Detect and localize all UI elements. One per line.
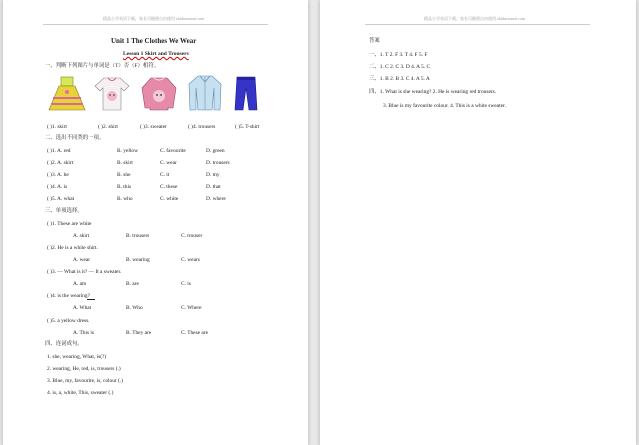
q2-4-b: B. this: [117, 184, 132, 190]
answer-section-4-line-1: 四、1. What is she wearing? 2. He is wearing red trousers.: [369, 89, 497, 95]
lesson-subtitle: Lesson 1 Skirt and Trousers: [123, 51, 189, 57]
answer-blank: [87, 299, 95, 300]
q2-3-c: C. it: [160, 172, 170, 178]
q3-2-opt-a: A. wear: [73, 257, 91, 263]
header-rule: [43, 24, 268, 25]
blue-shirt-picture-icon: [187, 74, 223, 112]
q2-4-c: C. these: [160, 184, 178, 190]
pic-label-2: ( )2. shirt: [98, 124, 118, 130]
q2-1-b: B. yellow: [117, 148, 138, 154]
q2-3-a: ( )3. A. he: [47, 172, 69, 178]
q3-3-opt-b: B. are: [126, 281, 139, 287]
q3-5-question: ( )5. a yellow dress.: [47, 318, 90, 324]
q4-2: 2. wearing, He, red, is, trousers (.): [47, 366, 121, 372]
q3-4-opt-b: B. Who: [126, 305, 143, 311]
skirt-picture-icon: [47, 76, 87, 112]
q3-3-opt-c: C. is: [181, 281, 191, 287]
q3-5-opt-b: B. They are: [126, 330, 152, 336]
q2-1-a: ( )1. A. red: [47, 148, 71, 154]
pic-label-4: ( )4. trousers: [188, 124, 216, 130]
pic-label-3: ( )3. sweater: [140, 124, 167, 130]
header-note: 精品小学英语下载，家长可随便自由使用 zhidaowanzi.com: [424, 16, 526, 21]
worksheet-page: [3, 0, 308, 445]
q2-1-d: D. green: [206, 148, 225, 154]
page-title: Unit 1 The Clothes We Wear: [111, 37, 197, 45]
trousers-picture-icon: [233, 76, 259, 112]
answer-section-4-line-2: 3. Blue is my favourite colour. 4. This is a white sweater.: [383, 103, 506, 109]
q2-4-a: ( )4. A. is: [47, 184, 68, 190]
q3-1-question: ( )1. These are white: [47, 221, 92, 227]
pic-label-5: ( )5. T-shirt: [235, 124, 260, 130]
pic-label-1: ( )1. skirt: [47, 124, 67, 130]
q3-1-opt-a: A. skirt: [73, 233, 90, 239]
q3-3-question: ( )3. — What is it? — It a sweater.: [47, 269, 122, 275]
q2-2-a: ( )2. A. skirt: [47, 160, 74, 166]
q2-5-b: B. who: [117, 196, 133, 202]
q2-2-d: D. trousers: [206, 160, 230, 166]
header-rule: [365, 24, 590, 25]
q2-2-c: C. wear: [160, 160, 177, 166]
answer-section-3: 三、1. B 2. B 3. C 4. A 5. A: [369, 76, 430, 82]
section-1-heading: 一、判断下列图片与单词是（T）否（F）相符。: [45, 63, 160, 69]
q4-3: 3. Blue, my, favourite, is, colour (.): [47, 378, 123, 384]
q3-5-opt-a: A. This is: [73, 330, 95, 336]
q2-5-c: C. white: [160, 196, 179, 202]
answer-section-1: 一、1. T 2. F 3. T 4. F 5. F: [369, 52, 428, 58]
q3-2-opt-b: B. wearing: [126, 257, 150, 263]
q2-1-c: C. favourite: [160, 148, 186, 154]
header-note: 精品小学英语下载，家长可随便自由使用 zhidaowanzi.com: [103, 16, 205, 21]
section-4-heading: 四、连词成句。: [45, 341, 83, 347]
q3-5-opt-c: C. These are: [181, 330, 208, 336]
q3-2-opt-c: C. wears: [181, 257, 200, 263]
q2-2-b: B. skirt: [117, 160, 133, 166]
shirt-picture-icon: [94, 76, 130, 112]
q3-1-opt-b: B. trousers: [126, 233, 150, 239]
q3-4-question: ( )4. is the wearing?: [47, 293, 90, 299]
q2-5-d: D. where: [206, 196, 226, 202]
q2-3-d: D. my: [206, 172, 220, 178]
section-3-heading: 三、单项选择。: [45, 208, 83, 214]
section-2-heading: 二、选出不同类的一项。: [45, 135, 105, 141]
answer-page: [320, 0, 636, 445]
q2-4-d: D. that: [206, 184, 221, 190]
q3-2-question: ( )2. He is a white shirt.: [47, 245, 98, 251]
q3-3-opt-a: A. am: [73, 281, 87, 287]
q4-1: 1. she, wearing, What, is(?): [47, 354, 107, 360]
answer-section-2: 二、1. C 2. C 3. D 4. A 5. C: [369, 64, 431, 70]
q3-1-opt-c: C. trouser: [181, 233, 203, 239]
q3-4-opt-c: C. Where: [181, 305, 202, 311]
sweater-picture-icon: [140, 76, 178, 112]
q2-3-b: B. she: [117, 172, 131, 178]
q3-4-opt-a: A. What: [73, 305, 92, 311]
q2-5-a: ( )5. A. what: [47, 196, 75, 202]
answer-heading: 答案: [369, 38, 380, 44]
q4-4: 4. is, a, white, This, sweater (.): [47, 390, 114, 396]
